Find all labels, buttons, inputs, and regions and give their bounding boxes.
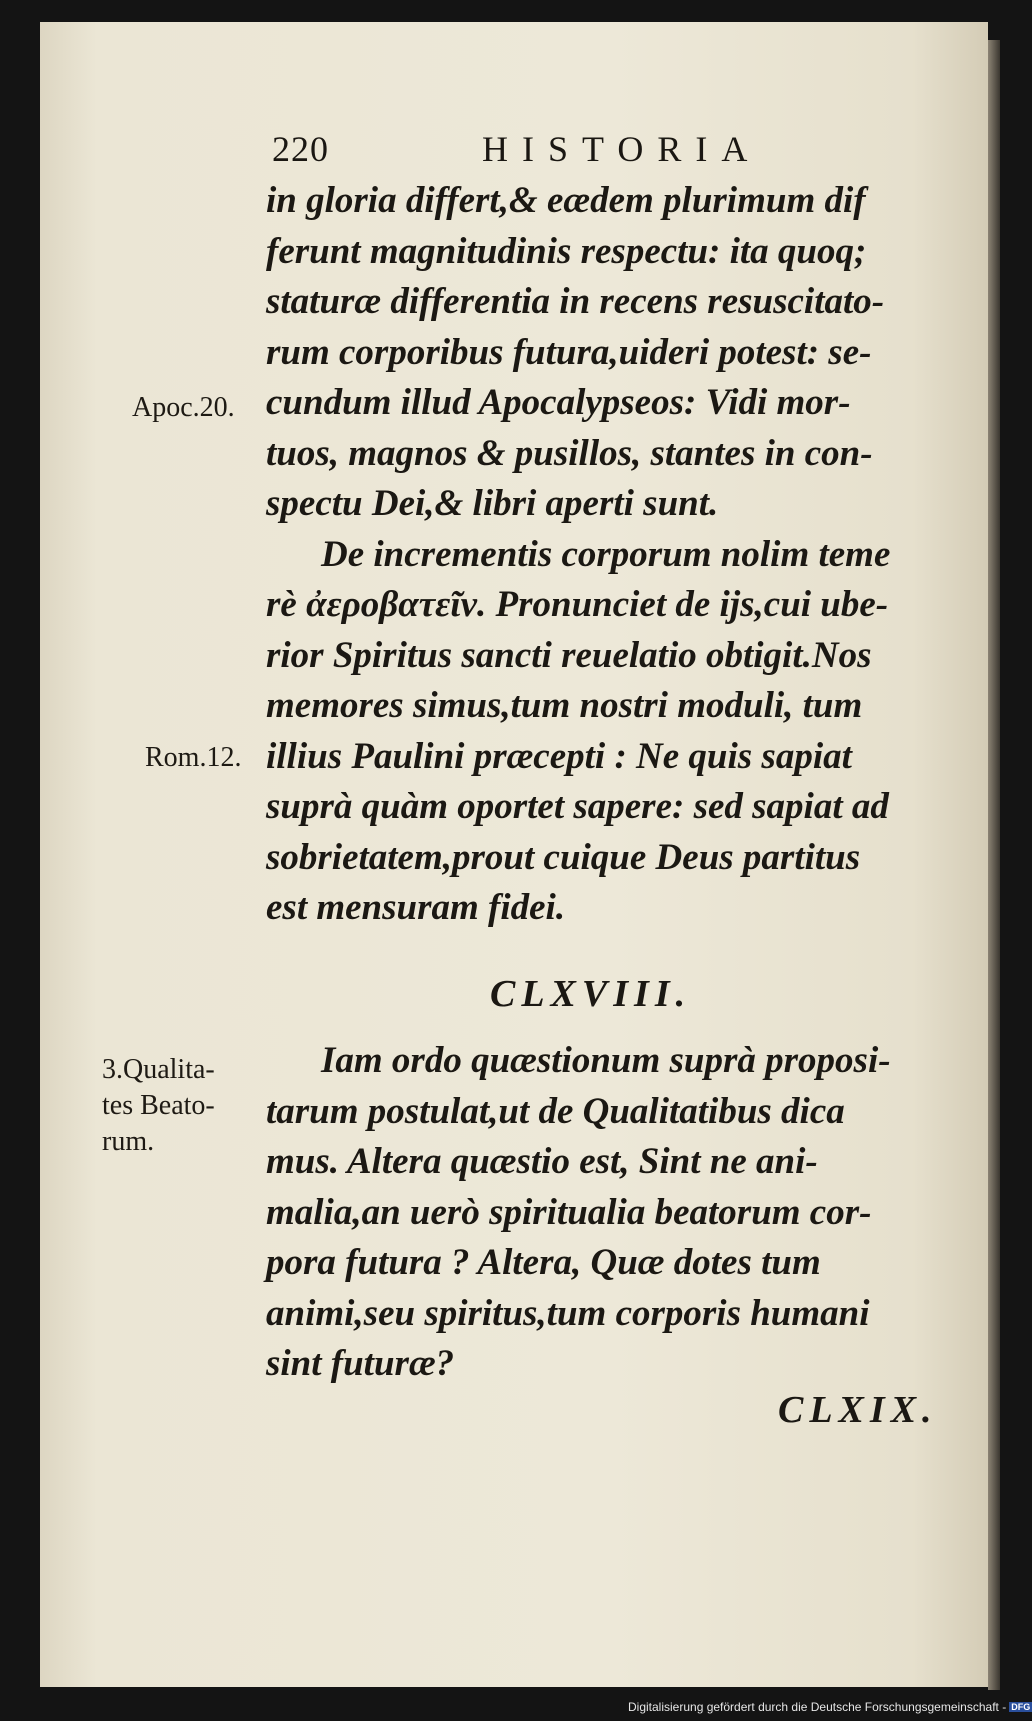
- text-line: illius Paulini præcepti : Ne quis sapiat: [266, 735, 852, 777]
- body-text-section: [266, 1036, 966, 1390]
- text-line: suprà quàm oportet sapere: sed sapiat ad: [266, 786, 889, 827]
- section-number: CLXVIII.: [490, 973, 692, 1015]
- margin-note-rom: Rom.12.: [145, 742, 242, 773]
- text-line: mus. Altera quæstio est, Sint ne ani-: [266, 1141, 818, 1182]
- text-line: est mensuram fidei.: [266, 887, 566, 928]
- text-line: spectu Dei,& libri aperti sunt.: [266, 483, 719, 524]
- margin-note-apoc: Apoc.20.: [132, 392, 235, 423]
- text-line: Iam ordo quæstionum suprà proposi-: [321, 1040, 891, 1081]
- running-title: HISTORIA: [482, 129, 762, 169]
- text-line: ferunt magnitudinis respectu: ita quoq;: [266, 230, 867, 272]
- text-line: sint futuræ?: [266, 1343, 455, 1384]
- margin-note-line: tes Beato-: [102, 1090, 215, 1121]
- digitization-footer: [628, 1700, 1032, 1714]
- page-number: 220: [272, 129, 329, 169]
- page-edge: [988, 40, 1000, 1690]
- text-line: sobrietatem,prout cuique Deus partitus: [266, 836, 861, 878]
- margin-note-line: 3.Qualita-: [102, 1054, 215, 1085]
- text-line: malia,an uerò spiritualia beatorum cor-: [266, 1191, 872, 1233]
- body-text: [266, 176, 966, 934]
- catchword: CLXIX.: [778, 1389, 938, 1431]
- text-line: tuos, magnos & pusillos, stantes in con-: [266, 432, 873, 474]
- text-line: De incrementis corporum nolim teme: [321, 533, 891, 575]
- text-line: tarum postulat,ut de Qualitatibus dica: [266, 1090, 845, 1132]
- margin-note-line: rum.: [102, 1126, 155, 1157]
- text-line: rior Spiritus sancti reuelatio obtigit.Nos: [266, 634, 872, 676]
- dfg-logo: DFG: [1011, 1702, 1031, 1712]
- text-line: animi,seu spiritus,tum corporis humani: [266, 1292, 870, 1334]
- text-line: cundum illud Apocalypseos: Vidi mor-: [266, 382, 851, 423]
- text-line: pora futura ? Altera, Quæ dotes tum: [266, 1242, 821, 1283]
- margin-note-qualitates: [102, 1052, 215, 1160]
- text-line: rè ἀεροβατεῖν. Pronunciet de ijs,cui ube-: [266, 584, 889, 625]
- text-line: staturæ differentia in recens resuscitato-: [266, 281, 885, 322]
- text-line: memores simus,tum nostri moduli, tum: [266, 685, 863, 726]
- text-line: in gloria differt,& eædem plurimum dif: [266, 180, 866, 221]
- footer-text: Digitalisierung gefördert durch die Deutsche Forschungsgemeinschaft -: [628, 1700, 1007, 1714]
- text-line: rum corporibus futura,uideri potest: se-: [266, 331, 872, 373]
